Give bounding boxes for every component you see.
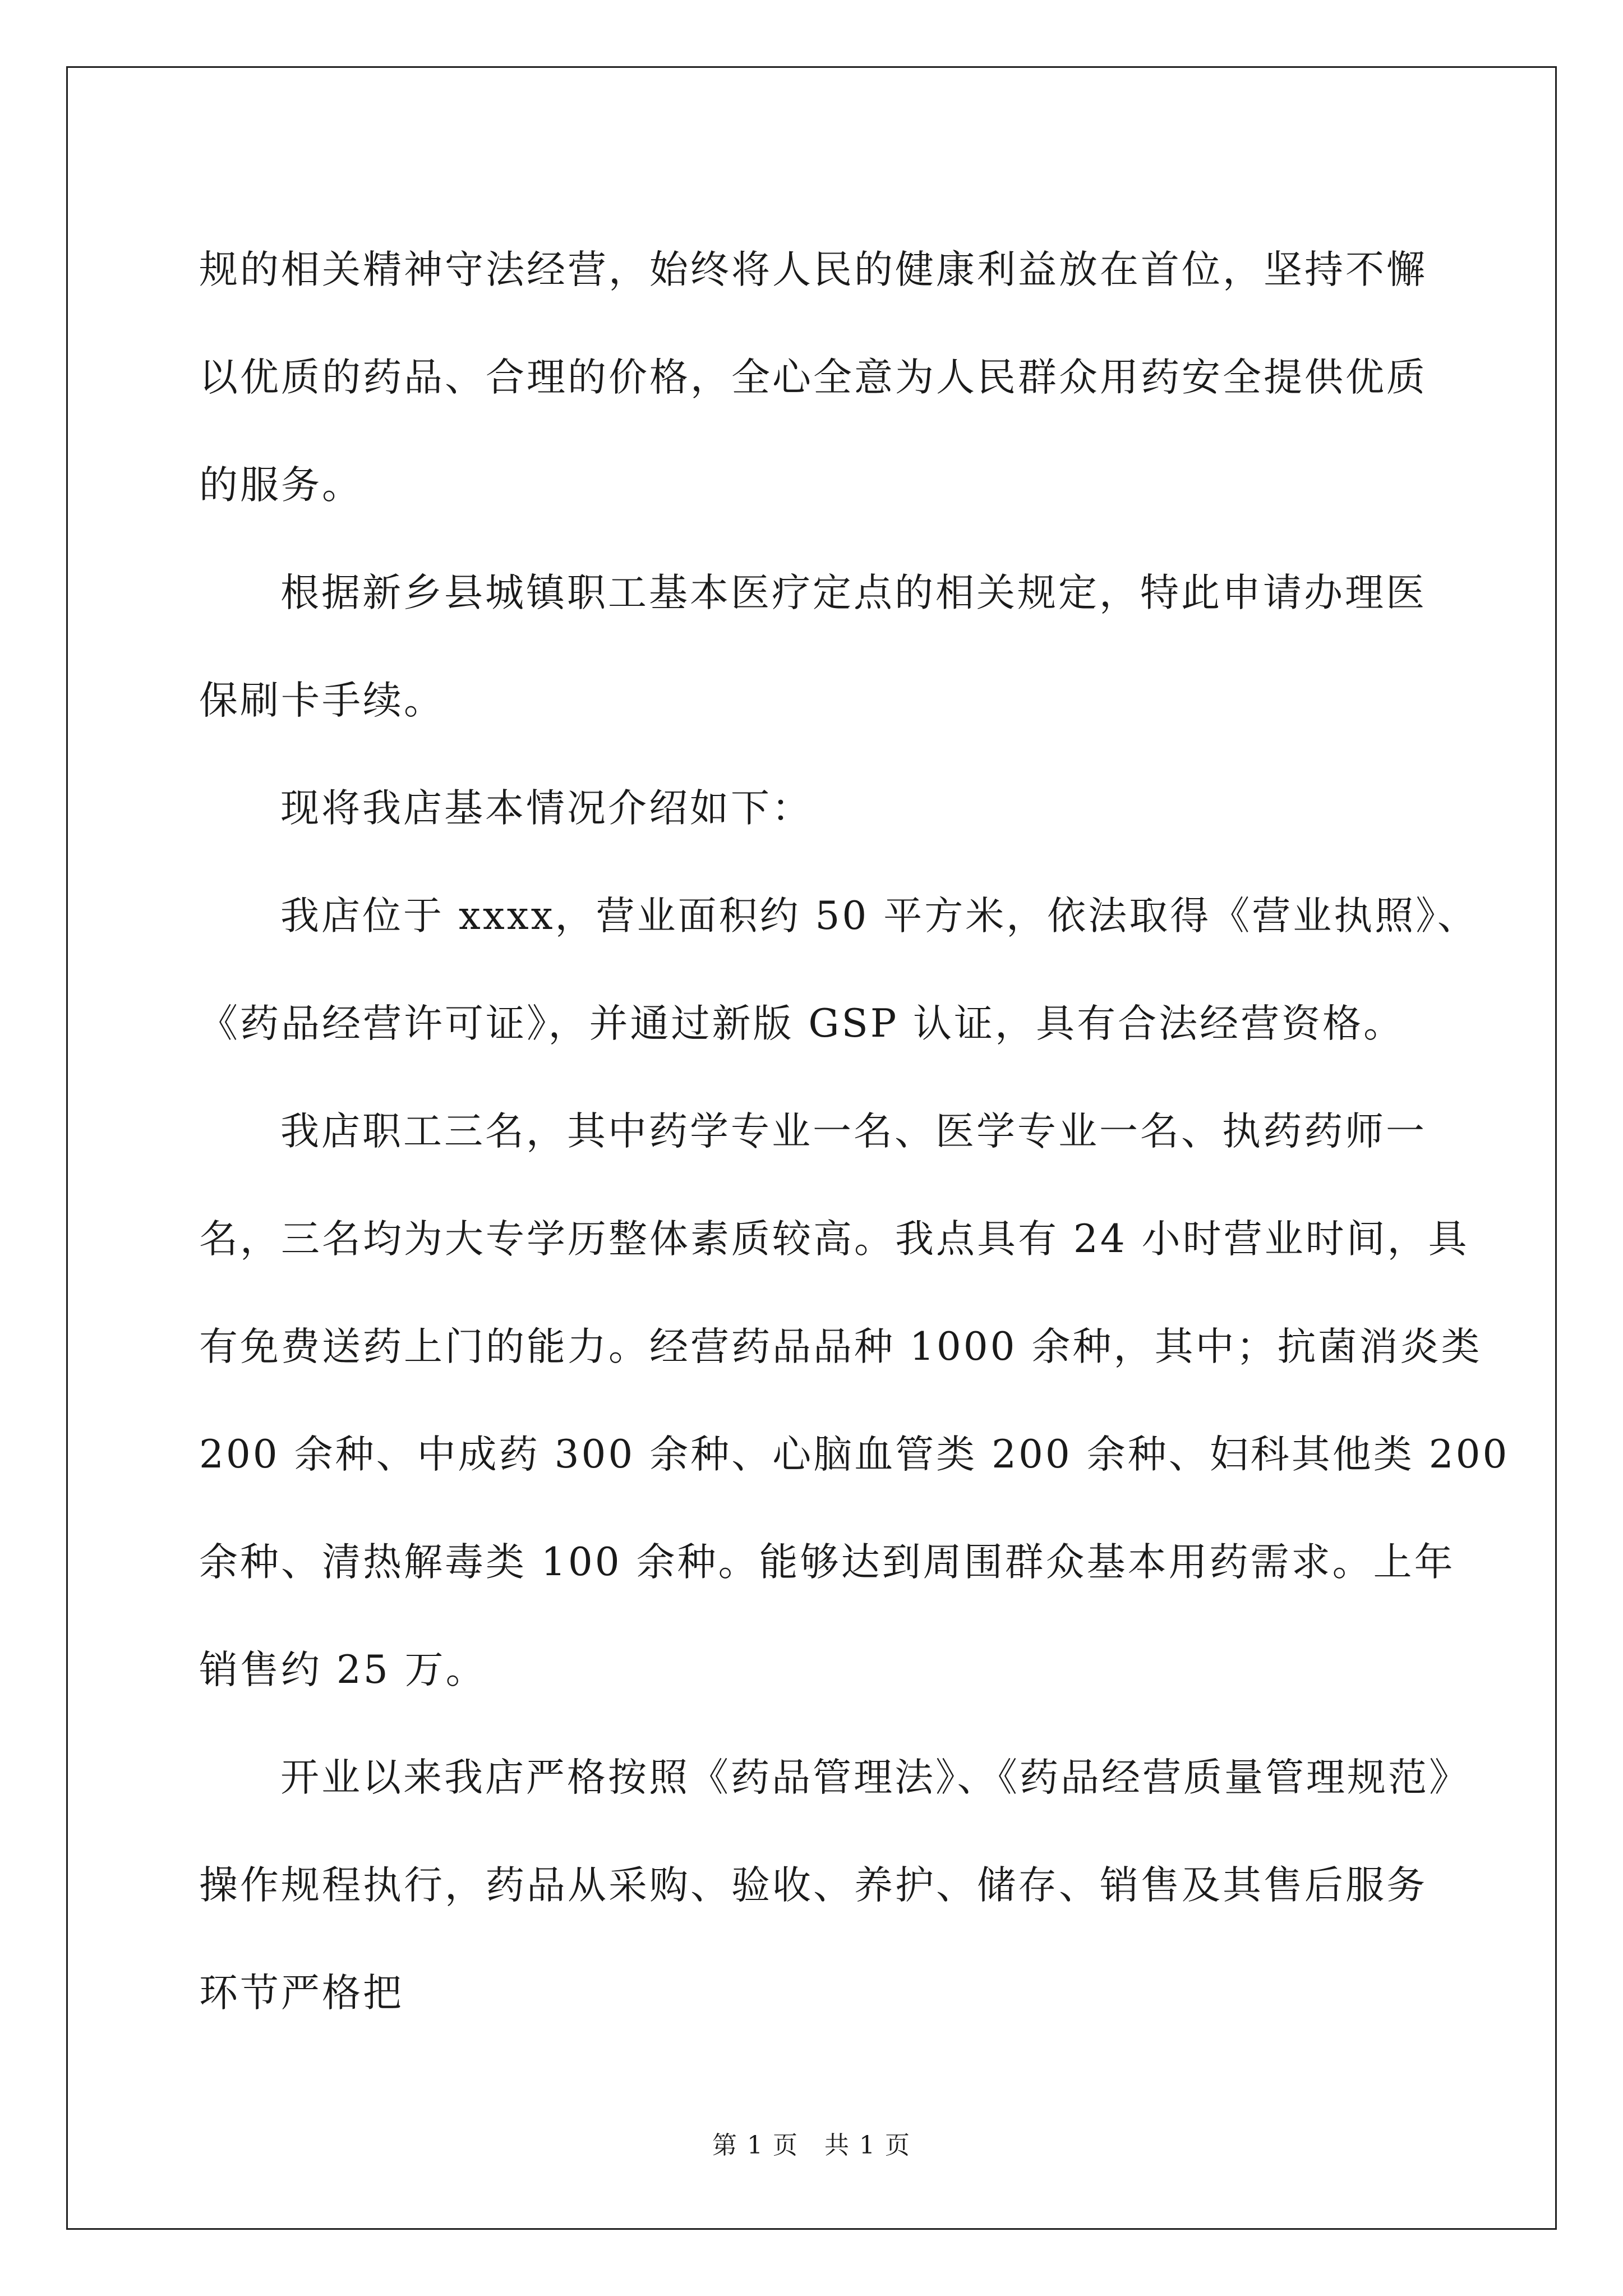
text-line: 根据新乡县城镇职工基本医疗定点的相关规定，特此申请办理医	[280, 570, 1427, 615]
text-line: 以优质的药品、合理的价格，全心全意为人民群众用药安全提供优质	[199, 355, 1427, 400]
text-line: 的服务。	[199, 463, 363, 508]
text-line: 开业以来我店严格按照《药品管理法》、《药品经营质量管理规范》	[280, 1755, 1470, 1800]
text-line: 现将我店基本情况介绍如下：	[280, 786, 813, 831]
text-line: 环节严格把	[199, 1971, 404, 2016]
text-line: 销售约 25 万。	[199, 1648, 487, 1692]
text-line: 操作规程执行，药品从采购、验收、养护、储存、销售及其售后服务	[199, 1863, 1427, 1908]
text-line: 200 余种、中成药 300 余种、心脑血管类 200 余种、妇科其他类 200	[199, 1432, 1510, 1477]
text-line: 我店职工三名，其中药学专业一名、医学专业一名、执药药师一	[280, 1109, 1427, 1154]
text-line: 规的相关精神守法经营，始终将人民的健康利益放在首位，坚持不懈	[199, 247, 1427, 292]
text-line: 有免费送药上门的能力。经营药品品种 1000 余种，其中；抗菌消炎类	[199, 1324, 1482, 1369]
text-line: 《药品经营许可证》，并通过新版 GSP 认证，具有合法经营资格。	[199, 1001, 1405, 1046]
text-line: 我店位于 xxxx，营业面积约 50 平方米，依法取得《营业执照》、	[280, 894, 1478, 938]
text-line: 余种、清热解毒类 100 余种。能够达到周围群众基本用药需求。上年	[199, 1540, 1455, 1585]
page-footer: 第 1 页 共 1 页	[712, 2131, 911, 2160]
document-body	[199, 216, 1510, 2047]
text-line: 保刷卡手续。	[199, 678, 445, 723]
text-line: 名，三名均为大专学历整体素质较高。我点具有 24 小时营业时间，具	[199, 1217, 1469, 1262]
